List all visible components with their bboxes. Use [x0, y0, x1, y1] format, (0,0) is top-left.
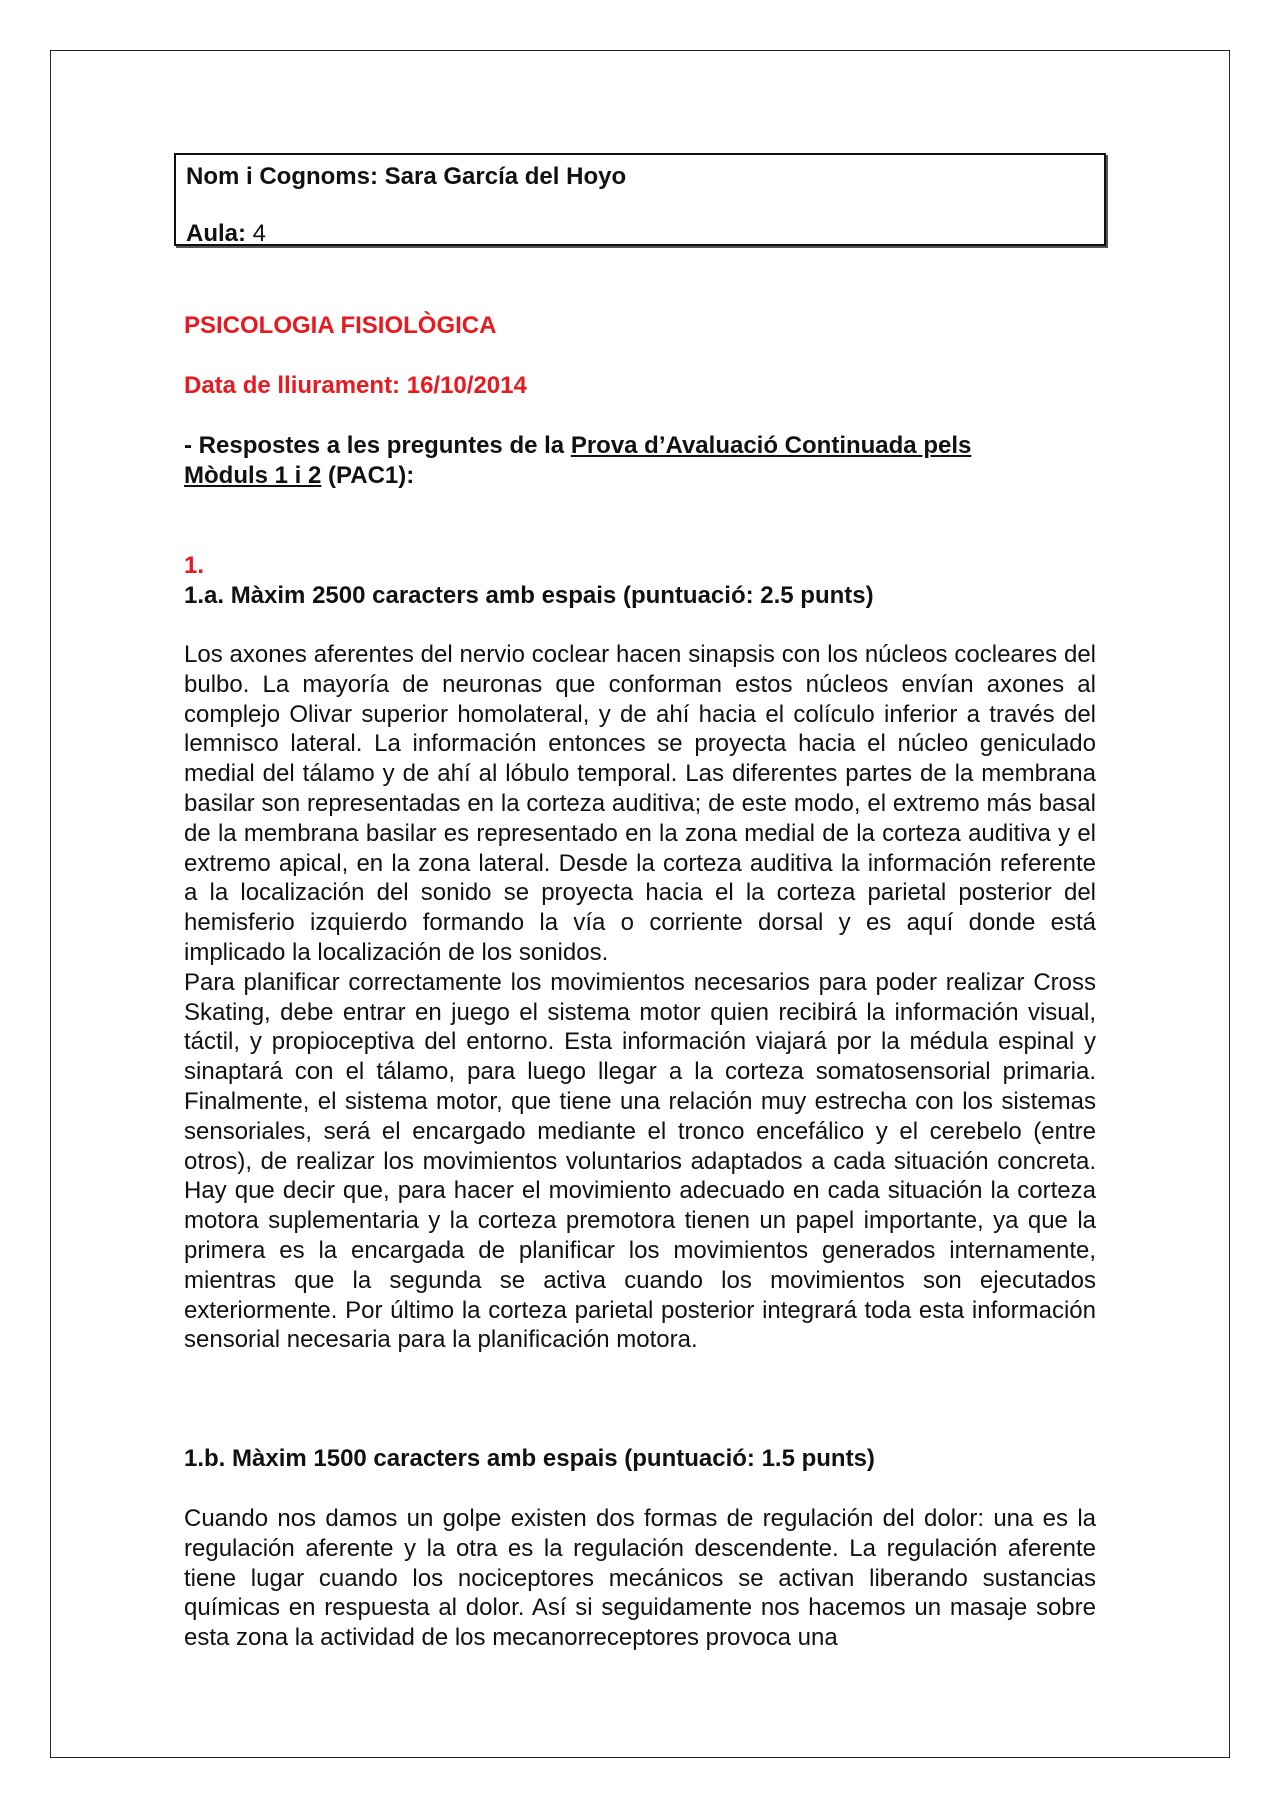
- question-number: 1.: [184, 552, 205, 579]
- intro-prefix: - Respostes a les preguntes de la: [184, 432, 571, 459]
- q1b-heading: 1.b. Màxim 1500 caracters amb espais (puntuació: 1.5 punts): [184, 1445, 875, 1472]
- aula-label: Aula:: [186, 220, 246, 247]
- name-label: Nom i Cognoms:: [186, 163, 378, 190]
- aula-line: [186, 220, 266, 248]
- q1b-paragraph-1: Cuando nos damos un golpe existen dos formas de regulación del dolor: una es la regulación aferente y la otra es la regulación descendente. La regulación aferente tiene lugar cuando los nociceptores mecánicos se activan liberando sustancias químicas en respuesta al dolor. Así si seguidamente nos hacemos un masaje sobre esta zona la actividad de los mecanorreceptores provoca una: [184, 1505, 1096, 1652]
- subject-title: PSICOLOGIA FISIOLÒGICA: [184, 312, 497, 339]
- aula-value: 4: [252, 220, 267, 247]
- intro-line-1: [184, 432, 971, 460]
- delivery-date: 16/10/2014: [406, 372, 527, 399]
- pac-link-part-1[interactable]: Prova d’Avaluació Continuada pels: [570, 432, 972, 459]
- pac-link-part-2[interactable]: Mòduls 1 i 2: [184, 462, 322, 489]
- delivery-label: Data de lliurament:: [184, 372, 401, 399]
- name-value: Sara García del Hoyo: [384, 163, 627, 190]
- q1b-answer: [184, 1504, 1096, 1653]
- intro-line-2: [184, 462, 414, 490]
- student-name-line: [186, 163, 626, 191]
- q1a-paragraph-1: Los axones aferentes del nervio coclear hacen sinapsis con los núcleos cocleares del bulbo. La mayoría de neuronas que conforman estos núcleos envían axones al complejo Olivar superior homolateral, y de ahí hacia el colículo inferior a través del lemnisco lateral. La información entonces se proyecta hacia el núcleo geniculado medial del tálamo y de ahí al lóbulo temporal. Las diferentes partes de la membrana basilar son representadas en la corteza auditiva; de este modo, el extremo más basal de la membrana basilar es representado en la zona medial de la corteza auditiva y el extremo apical, en la zona lateral. Desde la corteza auditiva la información referente a la localización del sonido se proyecta hacia el la corteza parietal posterior del hemisferio izquierdo formando la vía o corriente dorsal y es aquí donde está implicado la localización de los sonidos.: [184, 641, 1096, 966]
- student-info-box: [174, 153, 1106, 246]
- q1a-heading: 1.a. Màxim 2500 caracters amb espais (puntuació: 2.5 punts): [184, 582, 874, 609]
- intro-suffix: (PAC1):: [321, 462, 415, 489]
- q1a-paragraph-2: Para planificar correctamente los movimientos necesarios para poder realizar Cross Skating, debe entrar en juego el sistema motor quien recibirá la información visual, táctil, y propioceptiva del entorno. Esta información viajará por la médula espinal y sinaptará con el tálamo, para luego llegar a la corteza somatosensorial primaria. Finalmente, el sistema motor, que tiene una relación muy estrecha con los sistemas sensoriales, será el encargado mediante el tronco encefálico y el cerebelo (entre otros), de realizar los movimientos voluntarios adaptados a cada situación concreta. Hay que decir que, para hacer el movimiento adecuado en cada situación la corteza motora suplementaria y la corteza premotora tienen un papel importante, ya que la primera es la encargada de planificar los movimientos generados internamente, mientras que la segunda se activa cuando los movimientos son ejecutados exteriormente. Por último la corteza parietal posterior integrará toda esta información sensorial necesaria para la planificación motora.: [184, 968, 1096, 1354]
- q1a-answer: [184, 640, 1096, 1355]
- delivery-date-line: [184, 372, 527, 400]
